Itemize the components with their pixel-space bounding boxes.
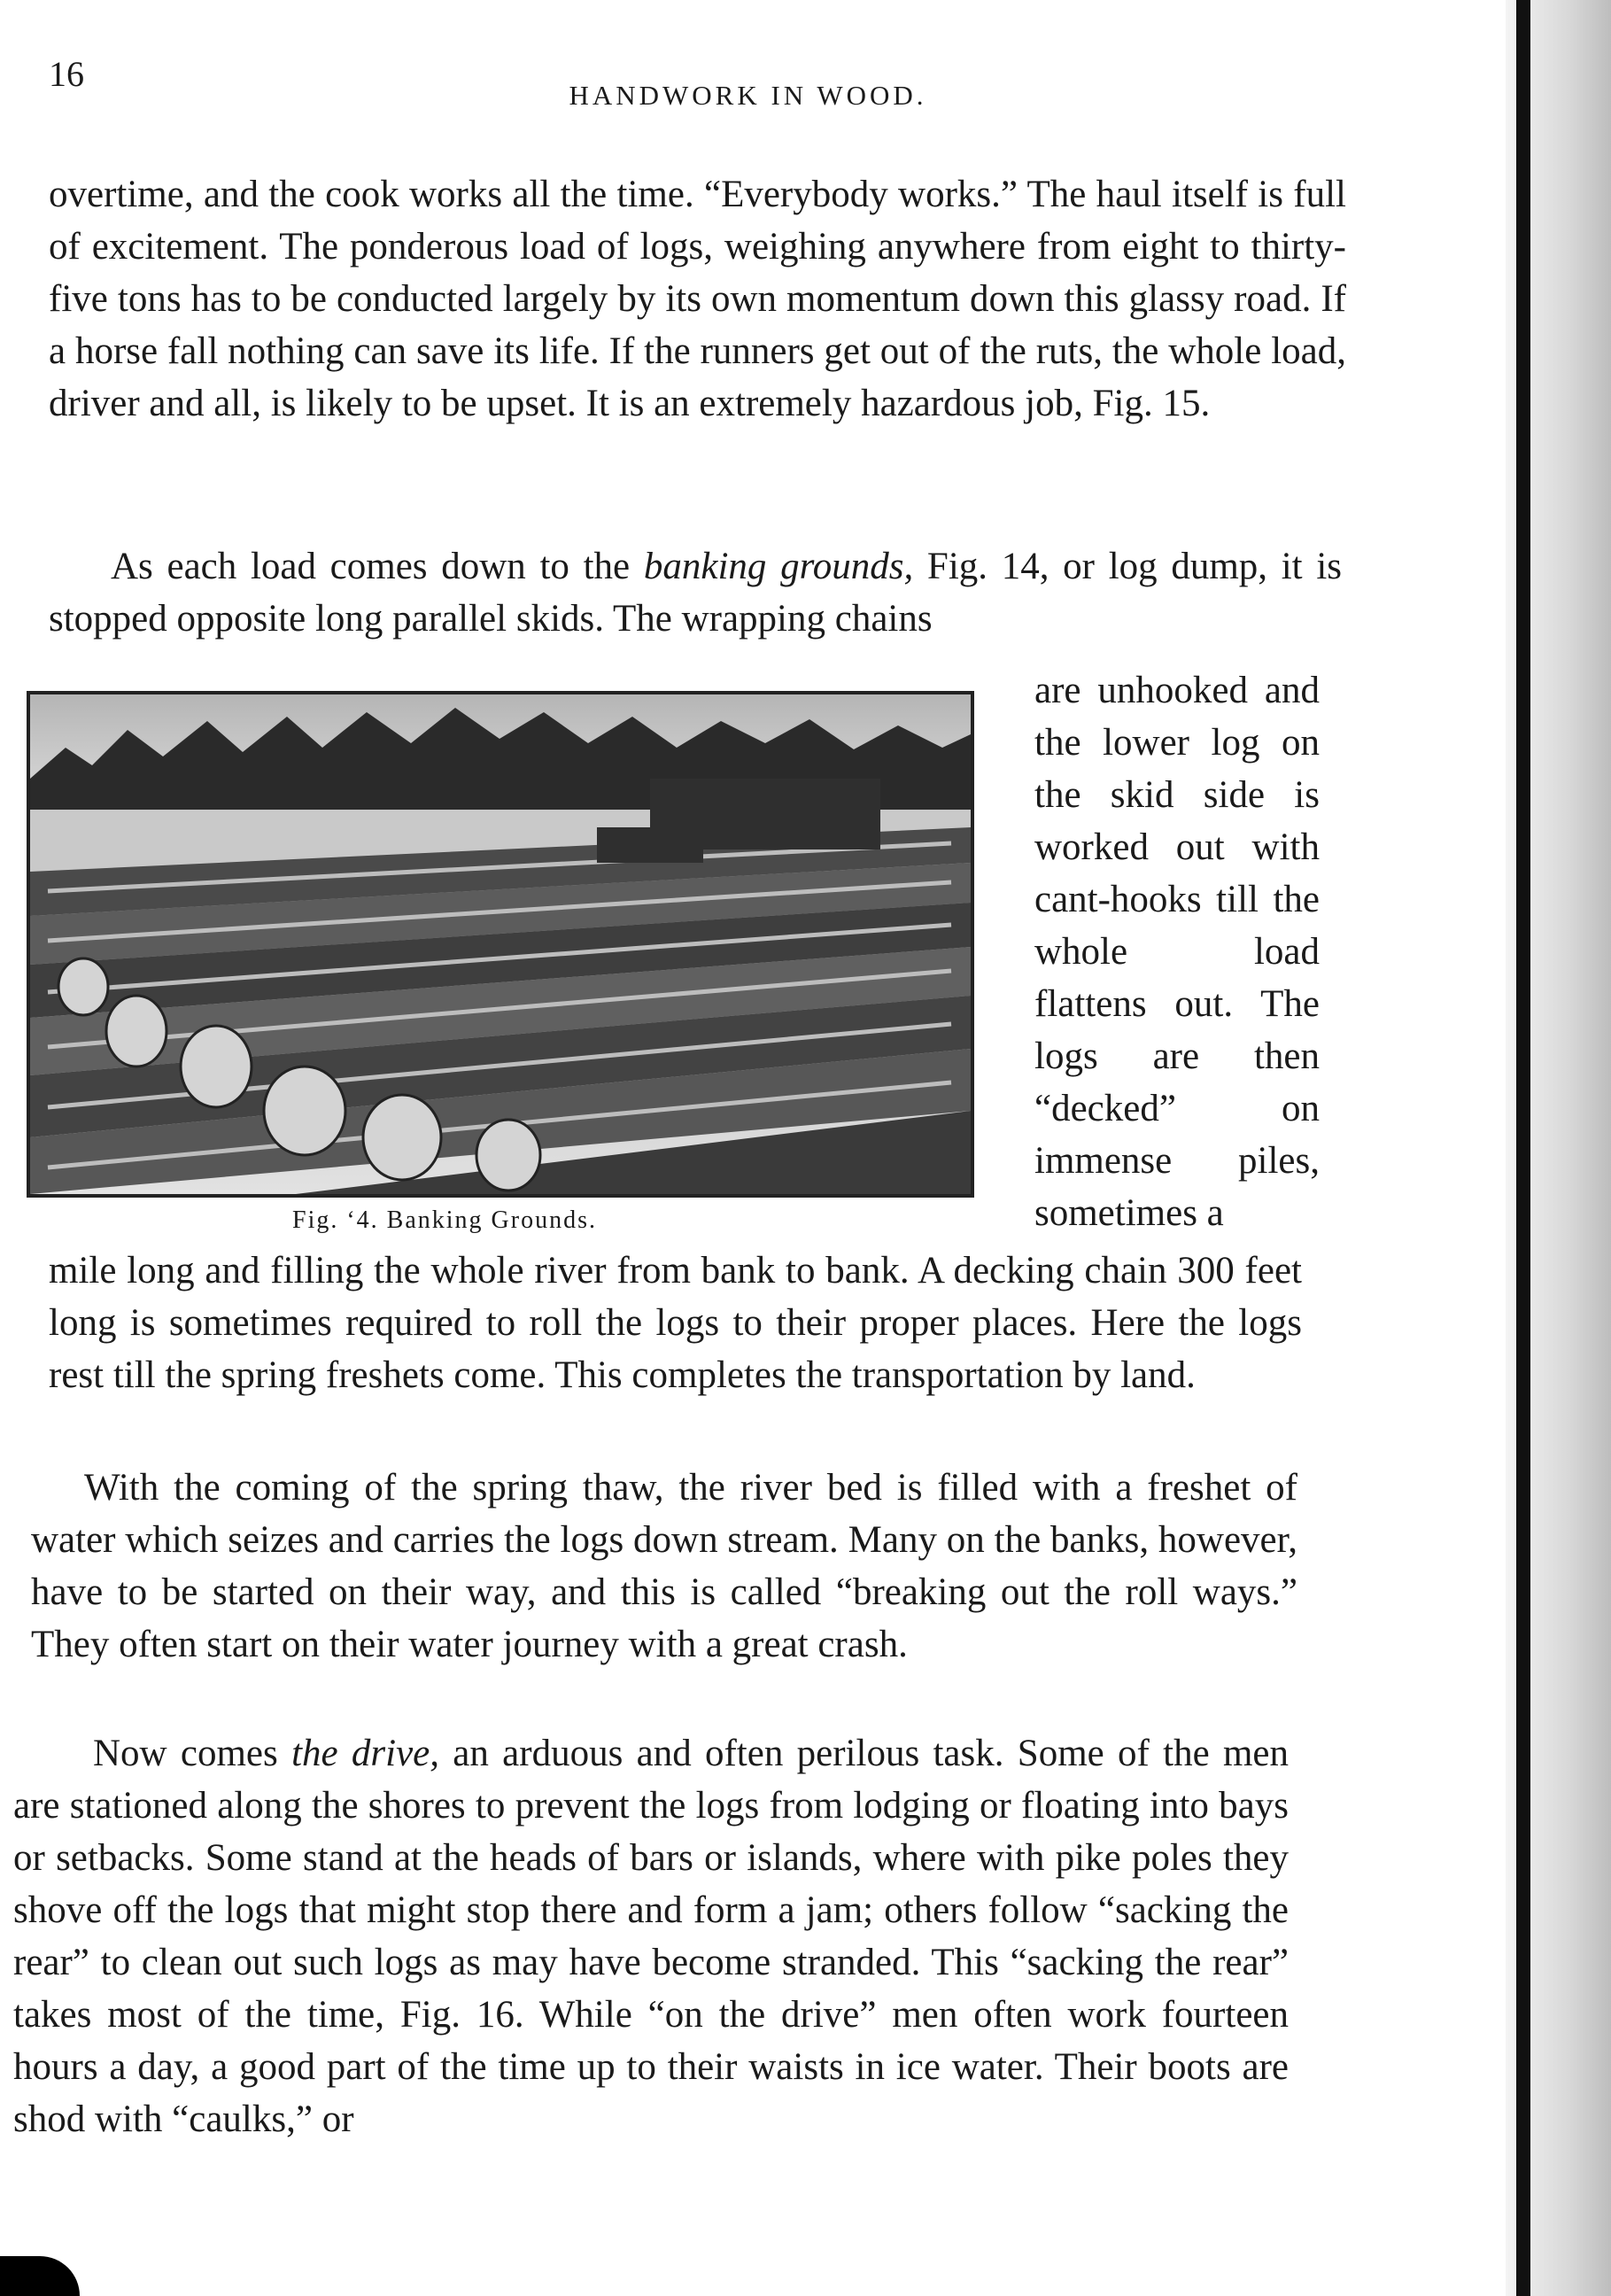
banking-grounds-term: banking grounds, bbox=[643, 546, 914, 587]
page-number: 16 bbox=[49, 54, 84, 94]
paragraph-banking-continued: mile long and filling the whole river from bank to bank. A decking chain 300 feet long is sometimes required to roll the logs to their proper places. Here the logs rest till the spring freshets come. This completes the transportation by land. bbox=[49, 1250, 1302, 1396]
figure-caption: Fig. ‘4. Banking Grounds. bbox=[292, 1206, 597, 1234]
log-pile-illustration bbox=[30, 694, 971, 1194]
scan-corner-blot bbox=[0, 2256, 80, 2296]
drive-text-start: Now comes bbox=[93, 1733, 292, 1774]
paragraph-banking-intro bbox=[49, 540, 1342, 645]
paragraph-the-drive bbox=[13, 1727, 1289, 2145]
banking-text-rest: Fig. 14, or log dump, it is stopped opposite long parallel skids. The wrapping chains bbox=[49, 546, 1343, 640]
paragraph-spring-thaw: With the coming of the spring thaw, the river bed is filled with a freshet of water which seizes and carries the logs down stream. Many on the banks, however, have to be started on their way, and this is called “breaking out the roll ways.” They often start on their water journey with a great crash. bbox=[31, 1467, 1297, 1665]
banking-text-start: As each load comes down to the bbox=[111, 546, 644, 587]
running-head: HANDWORK IN WOOD. bbox=[569, 80, 927, 111]
book-spine bbox=[1516, 0, 1530, 2296]
the-drive-term: the drive, bbox=[291, 1733, 439, 1774]
drive-text-rest: an arduous and often perilous task. Some of the men are stationed along the shores to prevent the logs from lodging or floating into bays or setbacks. Some stand at the heads of bars or islands, where with pike poles they shove off the logs that might stop there and form a jam; others follow “sacking the rear” to clean out such logs as may have become stranded. This “sacking the rear” takes most of the time, Fig. 16. While “on the drive” men often work fourteen hours a day, a good part of the time up to their waists in ice water. Their boots are shod with “caulks,” or bbox=[13, 1733, 1289, 2140]
paragraph-overtime: overtime, and the cook works all the time. “Everybody works.” The haul itself is full of excitement. The ponderous load of logs, weighing anywhere from eight to thirty-five tons has to be conducted largely by its own momentum down this glassy road. If a horse fall nothing can save its life. If the runners get out of the ruts, the whole load, driver and all, is likely to be upset. It is an extremely hazardous job, Fig. 15. bbox=[49, 174, 1346, 424]
side-column-text: are unhooked and the lower log on the skid side is worked out with cant-hooks till the whole load flattens out. The logs are then “decked” on immense piles, sometimes a bbox=[1034, 670, 1320, 1234]
banking-grounds-photo bbox=[27, 691, 974, 1198]
